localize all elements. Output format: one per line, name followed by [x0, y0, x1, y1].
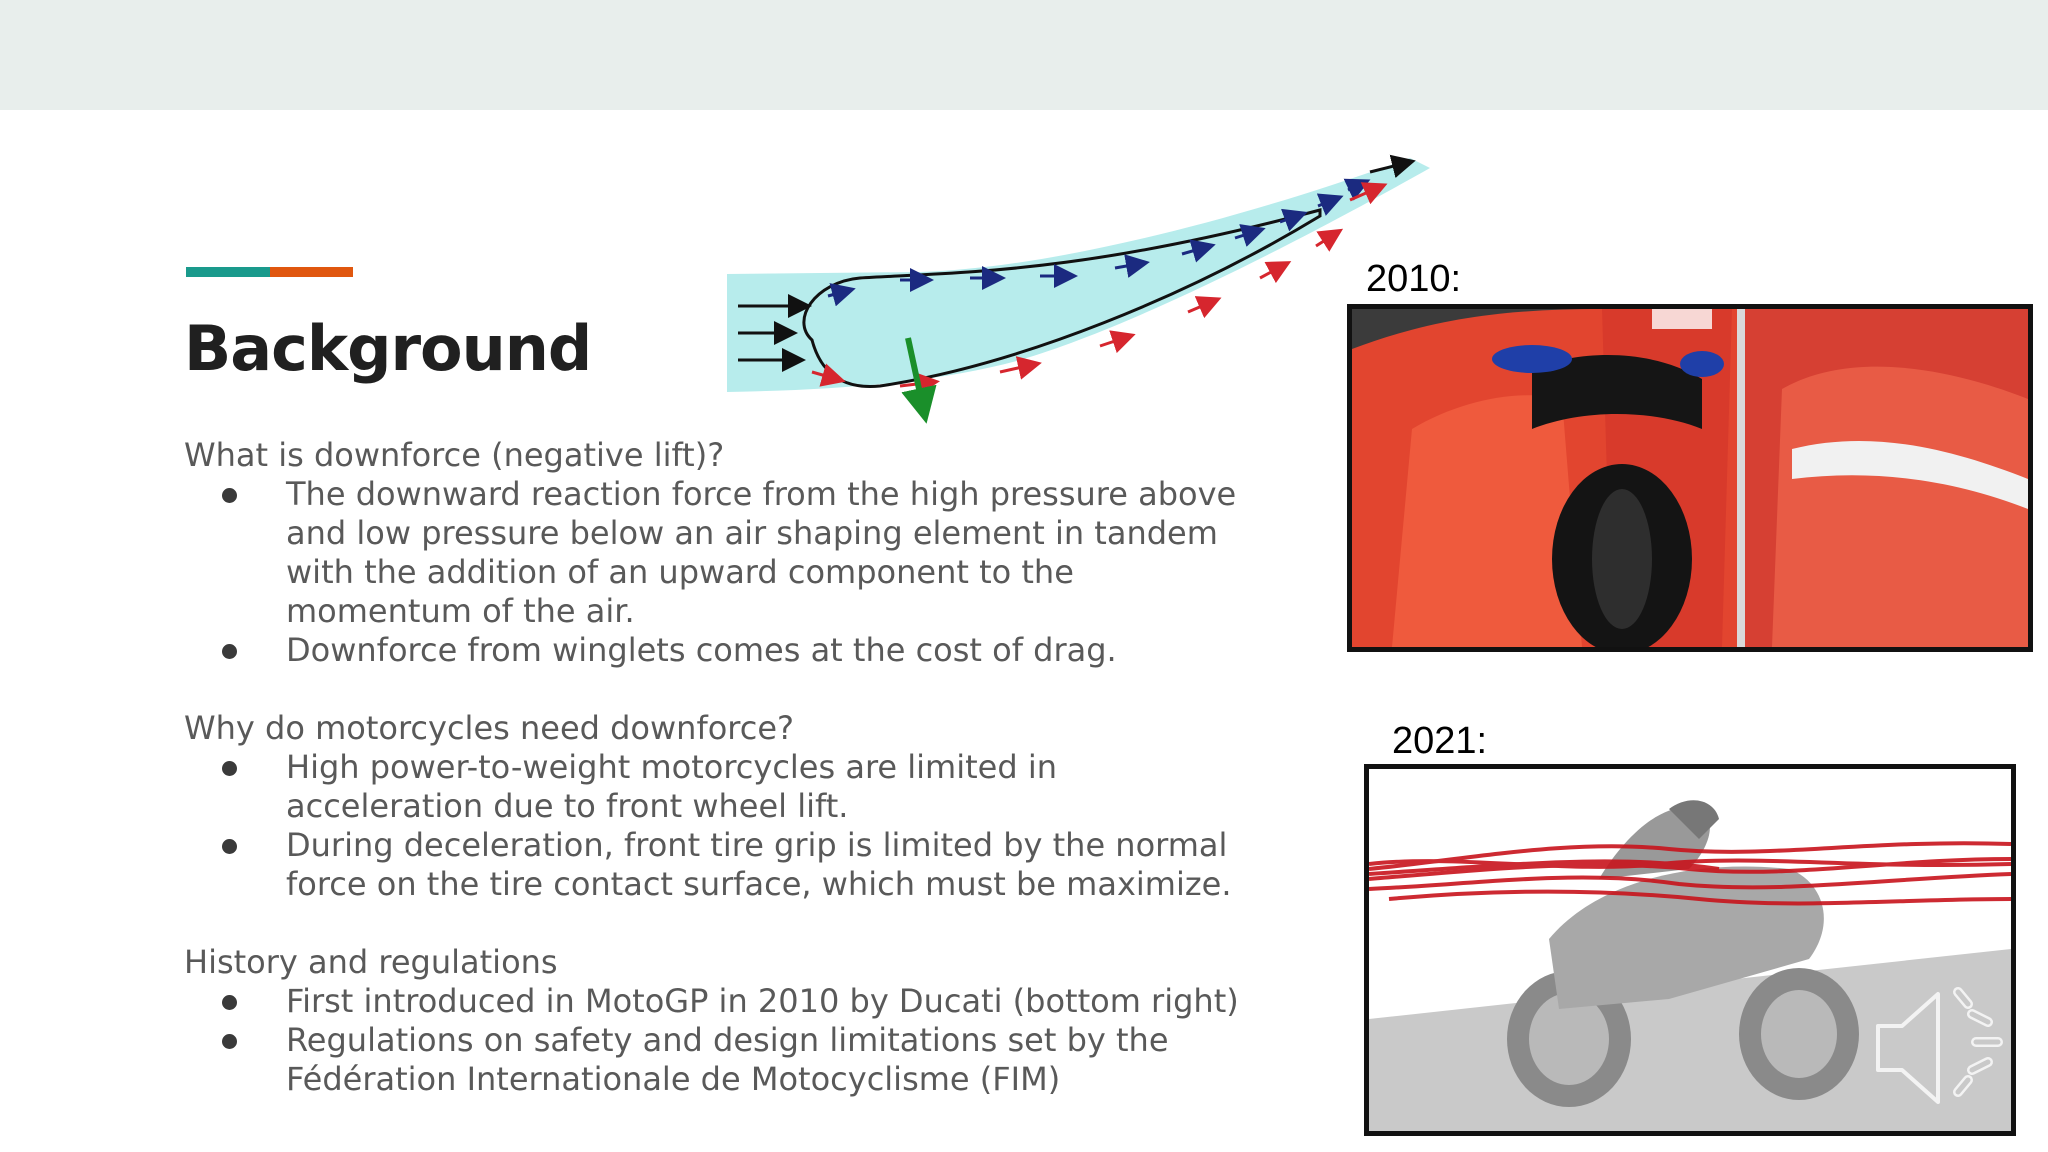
bullet-list: [184, 748, 1264, 904]
bullet-icon: [222, 839, 237, 854]
slide-title: Background: [184, 312, 592, 385]
ducati-2010-winglet-photo: [1347, 304, 2033, 652]
bullet-icon: [222, 1034, 237, 1049]
bullet-item: [184, 826, 1264, 904]
airfoil-flow-diagram: [720, 150, 1440, 430]
section-heading: History and regulations: [184, 943, 558, 981]
bullet-item: [184, 982, 1264, 1021]
bullet-text: Regulations on safety and design limitations set by the Fédération Internationale de Motocyclisme (FIM): [286, 1021, 1169, 1098]
bullet-icon: [222, 644, 237, 659]
section-heading: Why do motorcycles need downforce?: [184, 709, 795, 747]
bullet-text: During deceleration, front tire grip is limited by the normal force on the tire contact surface, which must be maximize.: [286, 826, 1232, 903]
bullet-text: First introduced in MotoGP in 2010 by Ducati (bottom right): [286, 982, 1239, 1020]
bullet-item: [184, 475, 1264, 631]
bullet-text: High power-to-weight motorcycles are limited in acceleration due to front wheel lift.: [286, 748, 1057, 825]
bullet-icon: [222, 995, 237, 1010]
slide-body: [184, 436, 1264, 1099]
section-heading: What is downforce (negative lift)?: [184, 436, 725, 474]
title-accent-bar: [186, 267, 353, 277]
bullet-list: [184, 475, 1264, 670]
image-label-2010: 2010:: [1366, 258, 1462, 300]
bullet-list: [184, 982, 1264, 1099]
bullet-text: The downward reaction force from the high pressure above and low pressure below an air shaping element in tandem with the addition of an upward component to the momentum of the air.: [286, 475, 1237, 630]
bullet-item: [184, 631, 1264, 670]
image-label-2021: 2021:: [1392, 720, 1488, 762]
bullet-item: [184, 1021, 1264, 1099]
bullet-text: Downforce from winglets comes at the cost of drag.: [286, 631, 1117, 669]
bullet-icon: [222, 488, 237, 503]
speaker-icon[interactable]: [1872, 982, 2004, 1114]
bullet-icon: [222, 761, 237, 776]
slide-header-band: [0, 0, 2048, 110]
bullet-item: [184, 748, 1264, 826]
